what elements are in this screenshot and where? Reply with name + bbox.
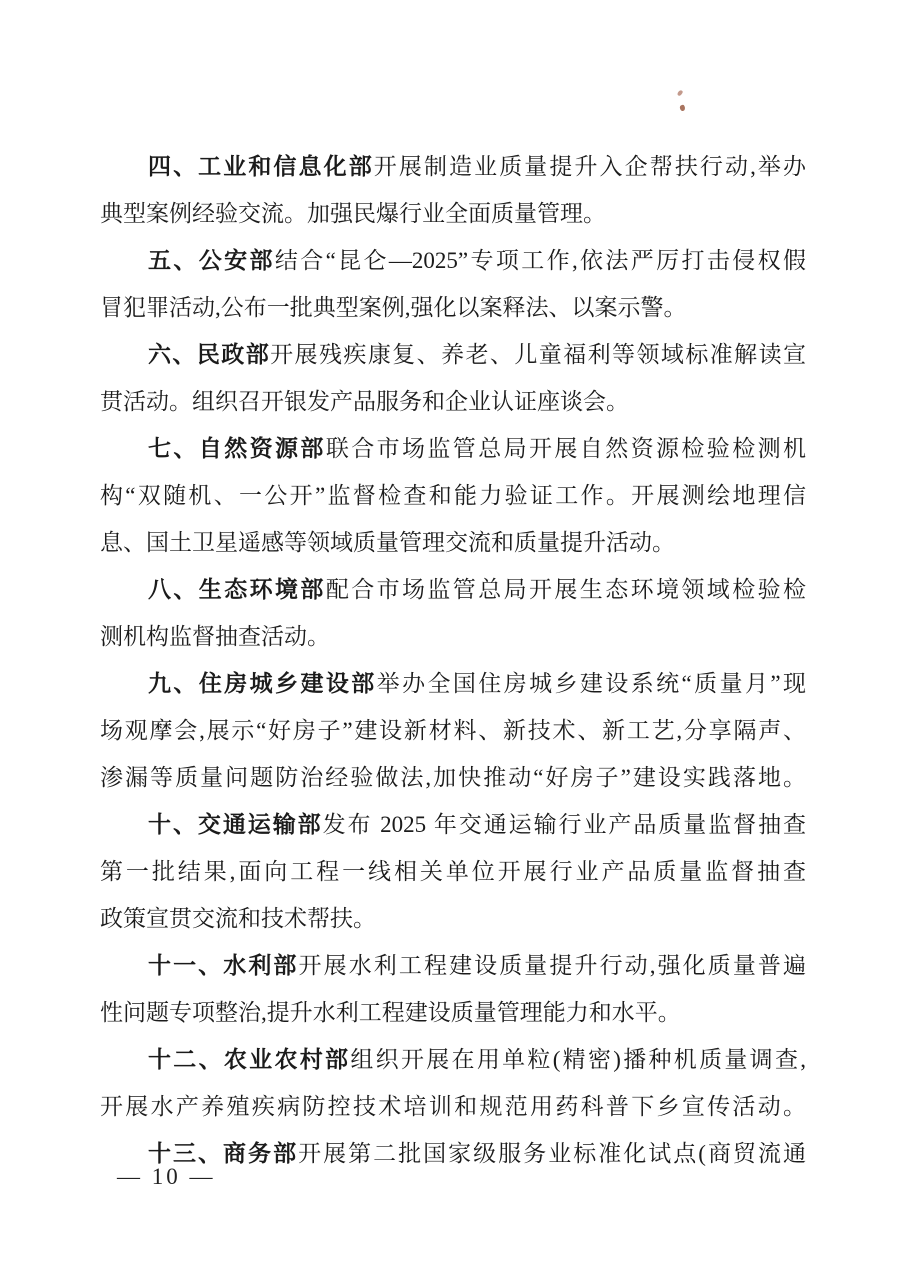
text-line: 第一批结果,面向工程一线相关单位开展行业产品质量监督抽查 (100, 859, 806, 884)
scan-artifact-speck (677, 89, 684, 96)
paragraph-10-transport (100, 801, 806, 942)
line-text: 联合市场监管总局开展自然资源检验检测机 (325, 436, 806, 461)
ministry-name: 五、公安部 (148, 247, 275, 273)
ministry-name: 八、生态环境部 (148, 576, 326, 602)
ministry-name: 七、自然资源部 (148, 435, 326, 461)
text-line: 典型案例经验交流。加强民爆行业全面质量管理。 (100, 201, 606, 226)
paragraph-6-civil-affairs (100, 331, 806, 425)
text-line: 测机构监督抽查活动。 (100, 624, 330, 649)
page-number: — 10 — (117, 1164, 216, 1189)
text-line: 息、国土卫星遥感等领域质量管理交流和质量提升活动。 (100, 530, 675, 555)
text-line: 构“双随机、一公开”监督检查和能力验证工作。开展测绘地理信 (100, 483, 806, 508)
text-line: 冒犯罪活动,公布一批典型案例,强化以案释法、以案示警。 (100, 295, 687, 320)
text-line: 贯活动。组织召开银发产品服务和企业认证座谈会。 (100, 389, 629, 414)
paragraph-7-natural-resources (100, 425, 806, 566)
scan-artifact-speck (679, 104, 686, 111)
paragraph-4-miit (100, 143, 806, 237)
line-text: 开展残疾康复、养老、儿童福利等领域标准解读宣 (270, 342, 806, 367)
line-text: 开展第二批国家级服务业标准化试点(商贸流通 (298, 1141, 806, 1166)
text-line (100, 801, 806, 848)
text-line: 开展水产养殖疾病防控技术培训和规范用药科普下乡宣传活动。 (100, 1094, 806, 1119)
text-line: 政策宣贯交流和技术帮扶。 (100, 906, 376, 931)
text-line: 场观摩会,展示“好房子”建设新材料、新技术、新工艺,分享隔声、 (100, 718, 806, 743)
text-line (100, 942, 806, 989)
ministry-name: 九、住房城乡建设部 (148, 670, 377, 696)
ministry-name: 六、民政部 (148, 341, 271, 367)
text-line (100, 237, 806, 284)
text-line: 性问题专项整治,提升水利工程建设质量管理能力和水平。 (100, 1000, 681, 1025)
ministry-name: 十一、水利部 (148, 952, 299, 978)
ministry-name: 十二、农业农村部 (148, 1046, 351, 1072)
text-line: 渗漏等质量问题防治经验做法,加快推动“好房子”建设实践落地。 (100, 765, 806, 790)
text-line (100, 143, 806, 190)
ministry-name: 四、工业和信息化部 (148, 153, 374, 179)
text-line (100, 566, 806, 613)
ministry-name: 十三、商务部 (148, 1140, 299, 1166)
line-text: 发布 2025 年交通运输行业产品质量监督抽查 (322, 812, 806, 837)
text-line (100, 331, 806, 378)
text-line (100, 425, 806, 472)
line-text: 组织开展在用单粒(精密)播种机质量调查, (350, 1047, 806, 1072)
line-text: 配合市场监管总局开展生态环境领域检验检 (325, 577, 806, 602)
line-text: 开展制造业质量提升入企帮扶行动,举办 (373, 154, 806, 179)
paragraph-8-ecology-environment (100, 566, 806, 660)
text-line (100, 1036, 806, 1083)
paragraph-12-agriculture (100, 1036, 806, 1130)
paragraph-5-public-security (100, 237, 806, 331)
document-body (100, 143, 806, 1177)
paragraph-9-housing-construction (100, 660, 806, 801)
line-text: 开展水利工程建设质量提升行动,强化质量普遍 (298, 953, 806, 978)
ministry-name: 十、交通运输部 (148, 811, 323, 837)
paragraph-11-water-resources (100, 942, 806, 1036)
line-text: 结合“昆仑—2025”专项工作,依法严厉打击侵权假 (274, 248, 806, 273)
line-text: 举办全国住房城乡建设系统“质量月”现 (376, 671, 806, 696)
text-line (100, 660, 806, 707)
